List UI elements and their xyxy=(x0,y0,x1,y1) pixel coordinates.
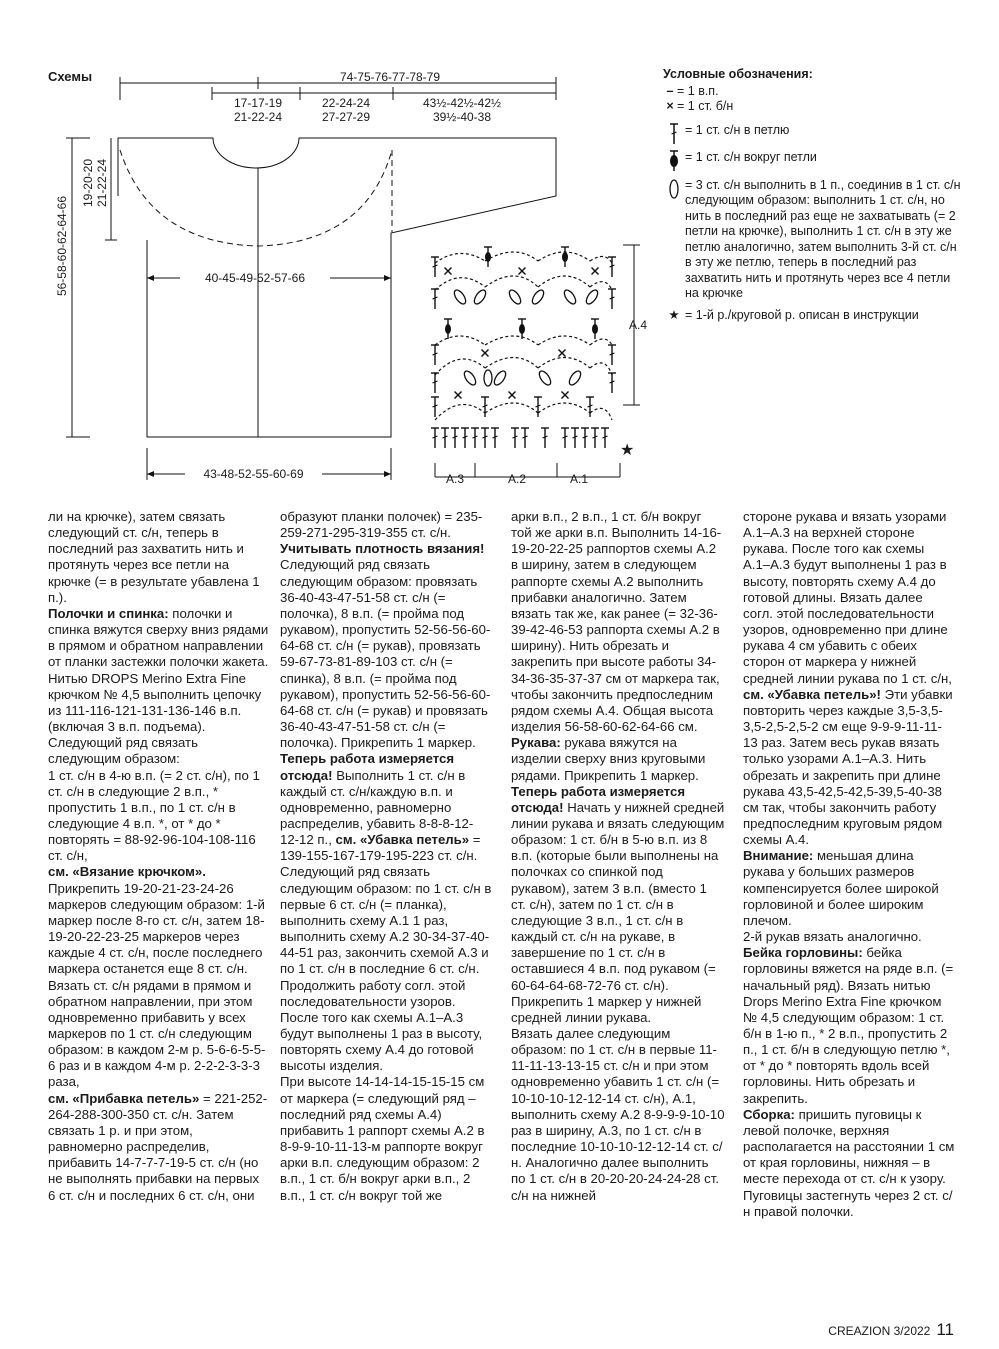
bottom-width-measure: 43-48-52-55-60-69 xyxy=(203,467,304,481)
chain-icon: – xyxy=(666,83,674,98)
chart-label-a2: A.2 xyxy=(508,472,527,486)
chart-label-a3: A.3 xyxy=(446,472,465,486)
schemes-title: Схемы xyxy=(48,69,93,84)
total-width-measure: 74-75-76-77-78-79 xyxy=(339,70,441,84)
star-icon: ★ xyxy=(668,307,680,322)
legend-title: Условные обозначения: xyxy=(663,67,813,81)
body-width-measure: 40-45-49-52-57-66 xyxy=(204,271,306,285)
page-number: 11 xyxy=(936,1320,954,1339)
shoulder-measure-bottom: 27-27-29 xyxy=(321,110,371,124)
chart-label-a1: A.1 xyxy=(570,472,589,486)
sleeve-measure-top: 43½-42½-42½ xyxy=(422,96,502,110)
text-column-1: ли на крючке), затем связать следующий ст. с/н, теперь в последний раз захватить нить и протянуть через все петли на крючке (= в результате убавлена 1 п.). Полочки и спинка: полочки и спинка вяжутся сверху вниз рядами в прямом и обратном направлении от планки застежки полочки жакета. Нитью DROPS Merino Extra Fine крючком № 4,5 выполнить цепочку из 111-116-121-131-136-146 в.п. (включая 3 в.п. подъема). Следующий ряд связать следующим образом: 1 ст. с/н в 4-ю в.п. (= 2 ст. с/н), по 1 ст. с/н в следующие 2 в.п., * пропустить 1 в.п., по 1 ст. с/н в следующие 4 в.п. *, от * до * повторять = 88-92-96-104-108-116 ст. с/н, см. «Вязание крючком». Прикрепить 19-20-21-23-24-26 маркеров следующим образом: 1-й маркер после 8-го ст. с/н, затем 18-19-20-22-23-25 маркеров через каждые 4 ст. с/н, после последнего маркера останется еще 8 ст. с/н. Вязать ст. с/н рядами в прямом и обратном направлении, при этом одновременно прибавить у всех маркеров по 1 ст. с/н следующим образом: в каждом 2-м р. 5-6-6-5-5-6 раз и в каждом 4-м р. 2-2-2-3-3-3 раза, см. «Прибавка петель» = 221-252-264-288-300-350 ст. с/н. Затем связать 1 р. и при этом, равномерно распределив, прибавить 14-7-7-7-19-5 ст. с/н (но не выполнять прибавки на первых 6 ст. с/н и последних 6 ст. с/н, они xyxy=(48,509,269,1203)
magazine-issue: CREAZION 3/2022 xyxy=(828,1324,931,1338)
chart-label-a4: A.4 xyxy=(629,318,648,332)
text-column-2: образуют планки полочек) = 235-259-271-295-319-355 ст. с/н. Учитывать плотность вязания! Следующий ряд связать следующим образом: провязать 36-40-43-47-51-58 ст. с/н (= полочка), 8 в.п. (= пройма под рукавом), пропустить 52-56-56-60-64-68 ст. с/н (= рукав), провязать 59-67-73-81-89-103 ст. с/н (= спинка), 8 в.п. (= пройма под рукавом), пропустить 52-56-56-60-64-68 ст. с/н (= рукав) и провязать 36-40-43-47-51-58 ст. с/н (= полочка). Прикрепить 1 маркер. Теперь работа измеряется отсюда! Выполнить 1 ст. с/н в каждый ст. с/н/каждую в.п. и одновременно, равномерно распределив, убавить 8-8-8-12-12-12 п., см. «Убавка петель» = 139-155-167-179-195-223 ст. с/н. Следующий ряд связать следующим образом: по 1 ст. с/н в первые 6 ст. с/н (= планка), выполнить схему А.1 1 раз, выполнить схему А.2 30-34-37-40-44-51 раз, закончить схемой А.3 и по 1 ст. с/н в последние 6 ст. с/н. Продолжить работу согл. этой последовательности узоров. После того как схемы А.1–А.3 будут выполнены 1 раз в высоту, повторять схему А.4 до готовой высоты изделия. При высоте 14-14-14-15-15-15 см от маркера (= следующий ряд – последний ряд схемы А.4) прибавить 1 раппорт схемы А.2 в 8-9-9-10-11-13-м раппорте вокруг арки в.п. следующим образом: 2 в.п., 1 ст. б/н вокруг арки в.п., 2 в.п., 1 ст. с/н вокруг той же xyxy=(280,509,492,1203)
legend-dc-around: = 1 ст. с/н вокруг петли xyxy=(663,150,963,166)
legend-single-crochet: × = 1 ст. б/н xyxy=(663,99,963,115)
neck-measure-bottom: 21-22-24 xyxy=(233,110,283,124)
yoke-height-measure-a: 19-20-20 xyxy=(81,158,95,208)
legend-star: ★ = 1-й р./круговой р. описан в инструкции xyxy=(663,308,965,324)
single-crochet-icon: × xyxy=(666,99,674,113)
chart-row-1 xyxy=(431,428,609,448)
yoke-height-measure-b: 21-22-24 xyxy=(95,158,109,208)
neck-measure-top: 17-17-19 xyxy=(233,96,283,110)
star-icon: ★ xyxy=(620,442,635,459)
cluster-icon xyxy=(663,178,685,205)
legend xyxy=(663,67,963,323)
double-crochet-around-icon xyxy=(663,150,685,177)
crochet-stitch-chart xyxy=(420,235,650,495)
legend-cluster: = 3 ст. с/н выполнить в 1 п., соединив в 1 ст. с/н следующим образом: выполнить 1 ст. с/н, но нить в последний раз еще не захватывать (= 2 петли на крючке), выполнить 1 ст. с/н в эту же петлю аналогично, затем выполнить 3-й ст. с/н в эту же петлю, теперь в последний раз захватить нить и протянуть через все 4 петли на крючке xyxy=(663,178,965,302)
shoulder-measure-top: 22-24-24 xyxy=(321,96,371,110)
legend-dc-in-loop: = 1 ст. с/н в петлю xyxy=(663,123,963,139)
total-height-measure: 56-58-60-62-64-66 xyxy=(55,195,69,297)
legend-chain: – = 1 в.п. xyxy=(663,84,963,100)
sleeve-measure-bottom: 39½-40-38 xyxy=(432,110,492,124)
page-footer xyxy=(828,1320,954,1340)
text-column-4: стороне рукава и вязать узорами А.1–А.3 на верхней стороне рукава. После того как схемы А.1–А.3 будут выполнены 1 раз в высоту, повторять схему А.4 до готовой длины. Вязать далее согл. этой последовательности узоров, одновременно при длине рукава 4 см убавить с обеих сторон от маркера у нижней средней линии рукава по 1 ст. с/н, см. «Убавка петель»! Эти убавки повторить через каждые 3,5-3,5-3,5-2,5-2,5-2 см еще 9-9-9-11-11-13 раз. Затем весь рукав вязать только узорами А.1–А.3. Нить обрезать и закрепить при длине рукава 43,5-42,5-42,5-39,5-40-38 см так, чтобы закончить работу предпоследним круговым рядом схемы А.4. Внимание: меньшая длина рукава у больших размеров компенсируется более широкой горловиной и более широким плечом. 2-й рукав вязать аналогично. Бейка горловины: бейка горловины вяжется на ряде в.п. (= начальный ряд). Вязать нитью Drops Merino Extra Fine крючком № 4,5 следующим образом: 1 ст. б/н в 1-ю п., * 2 в.п., пропустить 2 п., 1 ст. б/н в следующую петлю *, от * до * повторять вдоль всей горловины. Нить обрезать и закрепить. Сборка: пришить пуговицы к левой полочке, верхняя располагается на расстоянии 1 см от края горловины, нижняя – в месте перехода от ст. с/н к узору. Пуговицы застегнуть через 2 ст. с/н правой полочки. xyxy=(743,509,955,1219)
text-column-3: арки в.п., 2 в.п., 1 ст. б/н вокруг той же арки в.п. Выполнить 14-16-19-20-22-25 раппортов схемы А.2 в ширину, затем в следующем раппорте схемы А.2 выполнить прибавки аналогично. Затем вязать так же, как ранее (= 32-36-39-42-46-53 раппорта схемы А.2 в ширину). Нить обрезать и закрепить при высоте работы 34-34-36-35-37-37 см от маркера так, чтобы закончить предпоследним рядом схемы А.4. Общая высота изделия 56-58-60-62-64-66 см. Рукава: рукава вяжутся на изделии сверху вниз круговыми рядами. Прикрепить 1 маркер. Теперь работа измеряется отсюда! Начать у нижней средней линии рукава и вязать следующим образом: 1 ст. б/н в 5-ю в.п. из 8 в.п. (которые были выполнены на полочках со спинкой под рукавом), затем 3 в.п. (вместо 1 ст. с/н), затем по 1 ст. с/н в следующие 3 в.п., 1 ст. с/н в каждый ст. с/н на рукаве, в завершение по 1 ст. с/н в оставшиеся 4 в.п. под рукавом (= 60-64-64-68-72-76 ст. с/н). Прикрепить 1 маркер у нижней средней линии рукава. Вязать далее следующим образом: по 1 ст. с/н в первые 11-11-11-13-13-15 ст. с/н и при этом одновременно убавить 1 ст. с/н (= 10-10-10-12-12-14 ст. с/н), А.1, выполнить схему А.2 8-9-9-9-10-10 раз в ширину, А.3, по 1 ст. с/н в последние 10-10-10-12-12-14 ст. с/н. Аналогично далее выполнить по 1 ст. с/н в 20-20-20-24-24-28 ст. с/н на нижней xyxy=(511,509,725,1203)
double-crochet-icon xyxy=(663,123,685,150)
